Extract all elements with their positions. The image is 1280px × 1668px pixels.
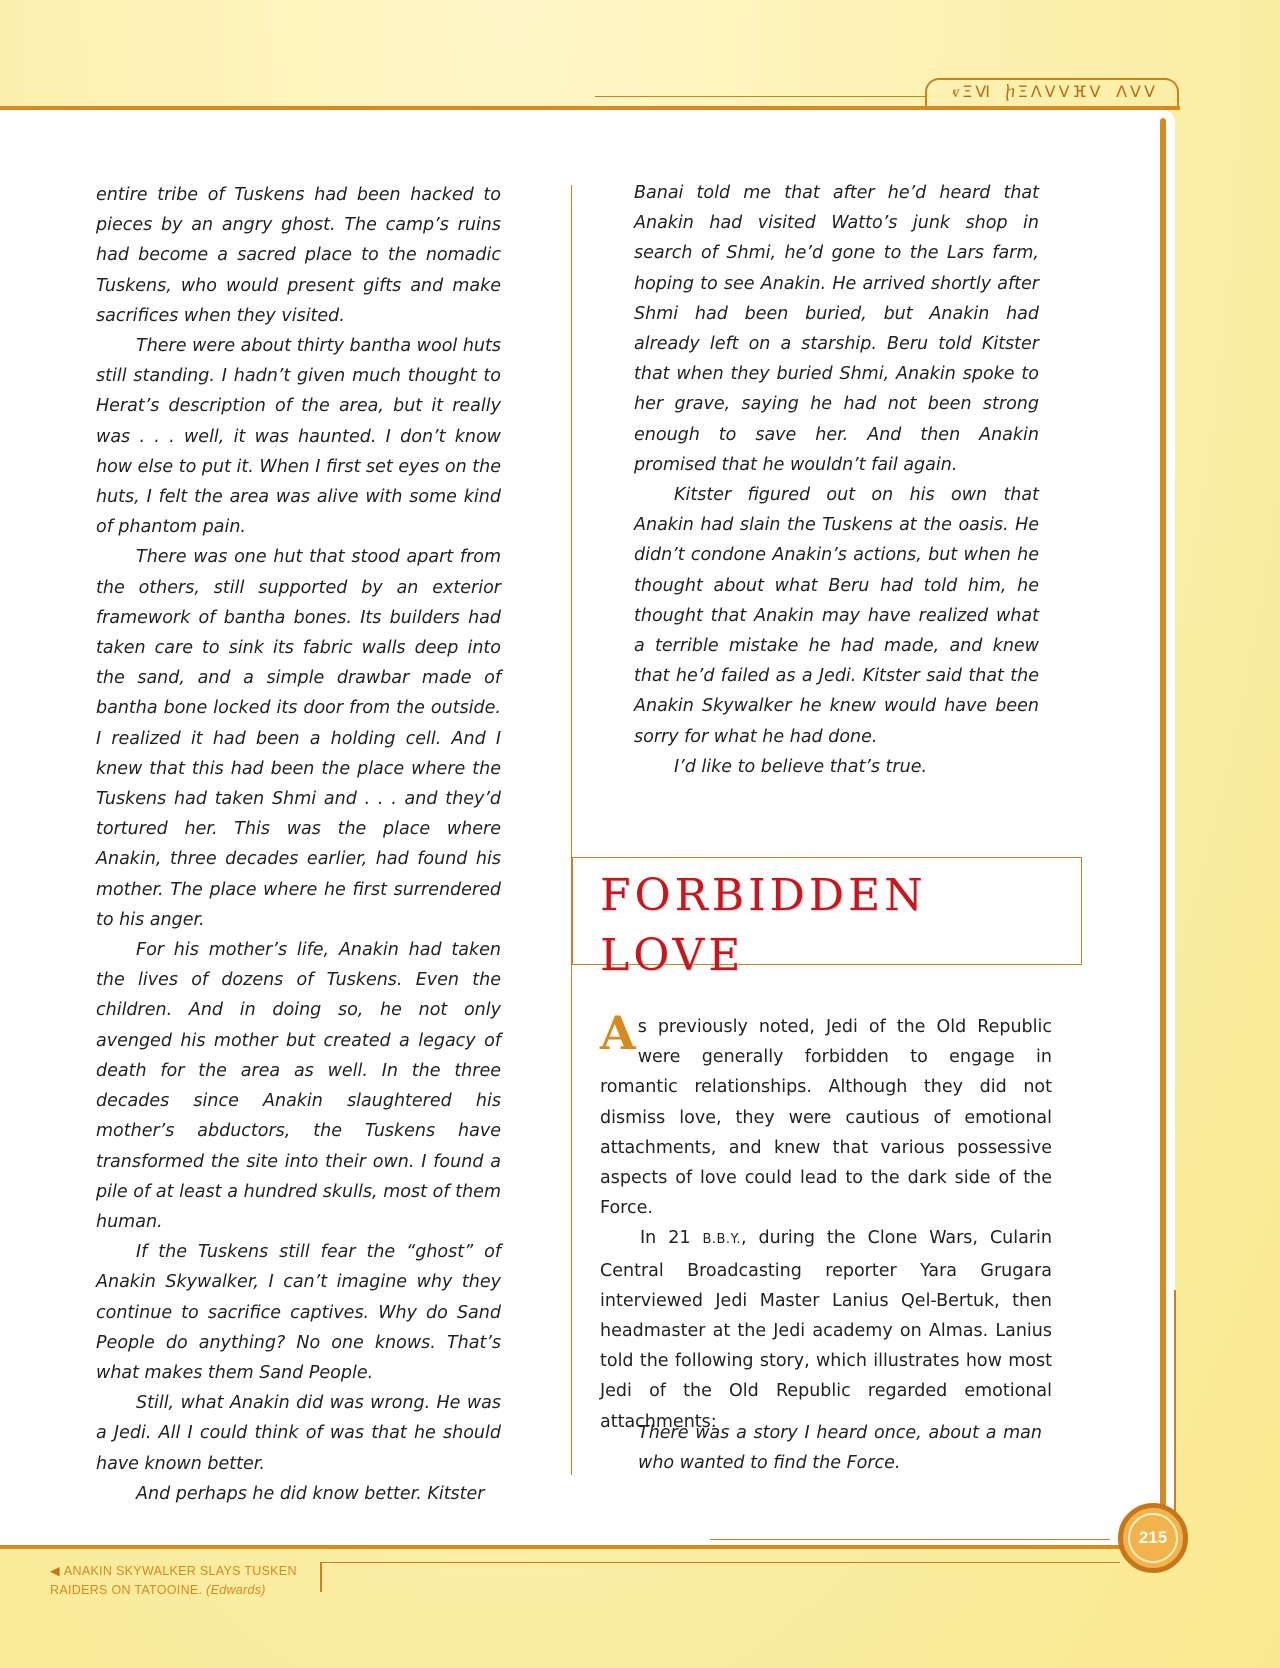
section-title-line-1: FORBIDDEN: [600, 870, 927, 921]
paragraph: There were about thirty bantha wool huts still standing. I hadn’t given much thought to Herat’s description of the area, but it really was . . . well, it was haunted. I don’t know how else to put it. When I first set eyes on the huts, I felt the area was alive with some kind of phantom pain.: [96, 336, 501, 538]
column-divider: [571, 185, 572, 1475]
intro-text: s previously noted, Jedi of the Old Republic were generally forbidden to engage in romantic relationships. Although they did not dismiss love, they were cautious of emotional attachments, and knew that various possessive aspects of love could lead to the dark side of the Force.: [600, 1017, 1052, 1219]
paragraph: [600, 1223, 1052, 1436]
quote-text: There was a story I heard once, about a man who wanted to find the Force.: [638, 1423, 1042, 1474]
section-title: [600, 866, 950, 986]
caption-rule: [320, 1562, 1120, 1563]
header-rule-thin: [595, 96, 925, 97]
paragraph: Kitster figured out on his own that Anakin had slain the Tuskens at the oasis. He didn’t condone Anakin’s actions, but when he thought about what Beru had told him, he thought that Anakin may have realized what a terrible mistake he had made, and knew that he’d failed as a Jedi. Kitster said that the Anakin Skywalker he knew would have been sorry for what he had done.: [634, 485, 1039, 747]
paragraph: Still, what Anakin did was wrong. He was a Jedi. All I could think of was that he should have known better.: [96, 1393, 501, 1474]
paragraph: I’d like to believe that’s true.: [674, 756, 928, 777]
drop-cap: A: [600, 1006, 636, 1060]
right-column-bottom: [600, 1006, 1052, 1437]
image-caption: [50, 1562, 325, 1600]
title-underline: [750, 964, 1080, 965]
frame-right-rule-thin: [1174, 1290, 1176, 1530]
page-number-badge: [1118, 1503, 1188, 1573]
paragraph: For his mother’s life, Anakin had taken the lives of dozens of Tuskens. Even the children. And in doing so, he not only avenged his mother but created a legacy of death for the area as well. In the three decades since Anakin slaughtered his mother’s abductors, the Tuskens have transformed the site into their own. I found a pile of at least a hundred skulls, most of them human.: [96, 940, 501, 1232]
frame-bottom-rule: [0, 1545, 1135, 1549]
section-title-line-2: LOVE: [600, 930, 745, 981]
caption-arrow-icon: ◀: [50, 1564, 60, 1578]
frame-right-rule: [1160, 118, 1166, 1528]
left-column: [96, 180, 501, 1509]
paragraph: There was one hut that stood apart from the others, still supported by an exterior framework of bantha bones. Its builders had taken care to sink its fabric walls deep into the sand, and a simple drawbar made of bantha bone locked its door from the outside. I realized it had been a holding cell. And I knew that this had been the place where the Tuskens had taken Shmi and . . . and they’d tortured her. This was the place where Anakin, three decades earlier, had found his mother. The place where he first surrendered to his anger.: [96, 547, 501, 930]
page-number: 215: [1128, 1513, 1178, 1563]
caption-text: ANAKIN SKYWALKER SLAYS TUSKEN RAIDERS ON TATOOINE.: [50, 1564, 297, 1597]
paragraph: If the Tuskens still fear the “ghost” of Anakin Skywalker, I can’t imagine why they continue to sacrifice captives. Why do Sand People do anything? No one knows. That’s what makes them Sand People.: [96, 1242, 501, 1383]
para2-rest: , during the Clone Wars, Cularin Central Broadcasting reporter Yara Grugara interviewed Jedi Master Lanius Qel-Bertuk, then headmaster at the Jedi academy on Almas. Lanius told the following story, which illustrates how most Jedi of the Old Republic regarded emotional attachments:: [600, 1228, 1052, 1432]
frame-bottom-rule-thin: [710, 1539, 1110, 1540]
right-column-top: [634, 178, 1039, 782]
caption-credit: (Edwards): [206, 1583, 266, 1597]
paragraph: And perhaps he did know better. Kitster: [136, 1483, 485, 1504]
para2-start: In 21: [640, 1228, 703, 1249]
paragraph: entire tribe of Tuskens had been hacked to pieces by an angry ghost. The camp’s ruins had become a sacred place to the nomadic Tuskens, who would present gifts and make sacrifices when they visited.: [96, 185, 501, 326]
era-abbreviation: B.B.Y.: [702, 1232, 741, 1248]
paragraph: Banai told me that after he’d heard that Anakin had visited Watto’s junk shop in search of Shmi, he’d gone to the Lars farm, hoping to see Anakin. He arrived shortly after Shmi had been buried, but Anakin had already left on a starship. Beru told Kitster that when they buried Shmi, Anakin spoke to her grave, saying he had not been strong enough to save her. And then Anakin promised that he wouldn’t fail again.: [634, 183, 1039, 475]
aurebesh-header: ⱴΞⅥ ⴙΞⴷⴸⴸⴼⴸ ⴷⴸⴸ: [952, 82, 1158, 101]
intro-paragraph: [600, 1006, 1052, 1223]
